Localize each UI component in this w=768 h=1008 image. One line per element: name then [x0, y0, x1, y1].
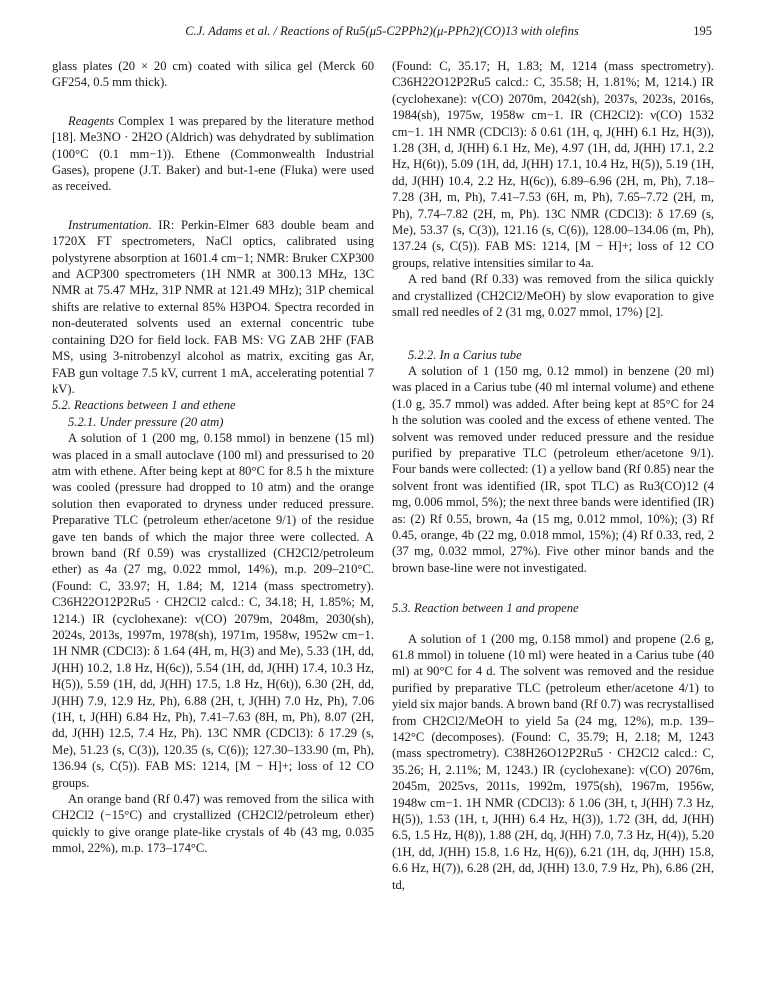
left-column [52, 58, 374, 857]
section-heading-5-2: 5.2. Reactions between 1 and ethene [52, 398, 236, 413]
paragraph-5-3: A solution of 1 (200 mg, 0.158 mmol) and propene (2.6 g, 61.8 mmol) in toluene (10 ml) were heated in a Carius tube (40 ml) at 90°C for 4 d. The solvent was removed and the residue purified by preparative TLC (petroleum ether/acetone 4/1) to yield six major bands. A brown band (Rf 0.7) was recrystallised from CH2Cl2/MeOH to yield 5a (24 mg, 12%), m.p. 139–142°C (decomposes). (Found: C, 35.79; H, 2.18; M, 1243 (mass spectrometry). C38H26O12P2Ru5 · CH2Cl2 calcd.: C, 35.26; H, 2.11%; M, 1243.) IR (cyclohexane): ν(CO) 2076m, 2045m, 2025vs, 2011s, 1992m, 1975(sh), 1967m, 1956w, 1948w cm−1. 1H NMR (CDCl3): δ 1.06 (3H, t, J(HH) 7.3 Hz, H(5)), 1.53 (1H, t, J(HH) 6.4 Hz, H(3)), 1.72 (3H, dd, J(HH) 6.5, 1.5 Hz, H(8)), 1.88 (2H, dq, J(HH) 7.0, 7.3 Hz, H(4)), 5.20 (1H, dd, J(HH) 15.8, 1.6 Hz, H(6)), 6.21 (1H, dq, J(HH) 15.8, 6.6 Hz, H(7)), 6.28 (2H, dd, J(HH) 13.0, 7.9 Hz, Ph), 6.86 (2H, td, [392, 631, 714, 892]
paragraph-plates: glass plates (20 × 20 cm) coated with silica gel (Merck 60 GF254, 0.5 mm thick). [52, 59, 374, 90]
paragraph-5-2-2: A solution of 1 (150 mg, 0.12 mmol) in benzene (20 ml) was placed in a Carius tube (40 ml internal volume) and ethene (1.0 g, 35.7 mmol) was added. After being kept at 85°C for 24 h the solution was cooled and the excess of ethene vented. The solvent was removed under reduced pressure and the residue purified by preparative TLC (petroleum ether/acetone 9/1). Four bands were collected: (1) a yellow band (Rf 0.85) near the solvent front was identified (IR, spot TLC) as Ru3(CO)12 (4 mg, 0.006 mmol, 5%); the next three bands were identified (IR) as: (2) Rf 0.55, brown, 4a (15 mg, 0.012 mmol, 10%); (3) Rf 0.45, orange, 4b (22 mg, 0.018 mmol, 15%); (4) Rf 0.33, red, 2 (37 mg, 0.032 mmol, 27%). Five other minor bands and the brown base-line were not investigated. [392, 363, 714, 575]
reagents-text: Complex 1 was prepared by the literature method [18]. Me3NO · 2H2O (Aldrich) was dehydrated by sublimation (100°C (0.1 mm−1)). Ethene (Commonwealth Industrial Gases), propene (J.T. Baker) and but-1-ene (Fluka) were used as received. [52, 113, 374, 194]
reagents-label: Reagents [68, 113, 115, 128]
running-header [52, 24, 712, 42]
paragraph-found: (Found: C, 35.17; H, 1.83; M, 1214 (mass spectrometry). C36H22O12P2Ru5 calcd.: C, 35.58; H, 1.81%; M, 1214.) IR (cyclohexane): ν(CO) 2070m, 2042(sh), 2037s, 2023s, 2016s, 1984(sh), 1975w, 1958w cm−1. IR (CH2Cl2): ν(CO) 1532 cm−1. 1H NMR (CDCl3): δ 0.61 (1H, q, J(HH) 6.1 Hz, H(3)), 1.28 (3H, d, J(HH) 6.1 Hz, Me), 4.97 (1H, dd, J(HH) 17.1, 2.2 Hz, H(6t)), 5.09 (1H, dd, J(HH) 17.1, 10.4 Hz, H(5)), 5.19 (1H, dd, J(HH) 10.4, 2.2 Hz, H(6c)), 6.89–6.96 (2H, m, Ph), 7.18–7.28 (3H, m, Ph), 7.41–7.53 (6H, m, Ph), 7.65–7.72 (2H, m, Ph), 7.74–7.82 (2H, m, Ph). 13C NMR (CDCl3): δ 17.69 (s, Me), 53.37 (s, C(3)), 121.16 (s, C(6)), 128.00–134.06 (m, Ph), 137.24 (s, C(5)). FAB MS: 1214, [M − H]+; loss of 12 CO groups, relative intensities similar to 4a. [392, 59, 714, 270]
paragraph-orange-band: An orange band (Rf 0.47) was removed from the silica with CH2Cl2 (−15°C) and crystallized (CH2Cl2/petroleum ether) quickly to give orange plate-like crystals of 4b (43 mg, 0.035 mmol, 22%), m.p. 173–174°C. [52, 792, 374, 856]
paragraph-reagents [52, 113, 374, 195]
subsection-heading-5-2-1: 5.2.1. Under pressure (20 atm) [68, 414, 224, 429]
running-title: C.J. Adams et al. / Reactions of Ru5(μ5-C2PPh2)(μ-PPh2)(CO)13 with olefins [185, 24, 579, 38]
subsection-heading-5-2-2: 5.2.2. In a Carius tube [408, 347, 522, 362]
instrumentation-label: Instrumentation [68, 217, 149, 232]
right-column [392, 58, 714, 893]
section-heading-5-3: 5.3. Reaction between 1 and propene [392, 601, 579, 616]
paragraph-instrumentation [52, 217, 374, 397]
page-number: 195 [693, 24, 712, 38]
instrumentation-text: . IR: Perkin-Elmer 683 double beam and 1720X FT spectrometers, NaCl optics, calibrated using polystyrene absorption at 1601.4 cm−1; NMR: Bruker CXP300 and ACP300 spectrometers (1H NMR at 300.13 MHz, 13C NMR at 75.47 MHz, 31P NMR at 121.49 MHz); 31P chemical shifts are relative to external 85% H3PO4. Spectra recorded in non-deuterated solvents used an external concentric tube containing D2O for field lock. FAB MS: VG ZAB 2HF (FAB MS, using 3-nitrobenzyl alcohol as matrix, exciting gas Ar, FAB gun voltage 7.5 kV, current 1 mA, accelerating potential 7 kV). [52, 217, 374, 396]
paragraph-red-band: A red band (Rf 0.33) was removed from the silica quickly and crystallized (CH2Cl2/MeOH) by slow evaporation to give small red needles of 2 (31 mg, 0.027 mmol, 17%) [2]. [392, 272, 714, 320]
paragraph-5-2-1: A solution of 1 (200 mg, 0.158 mmol) in benzene (15 ml) was placed in a small autoclave (100 ml) and pressurised to 20 atm with ethene. After being kept at 80°C for 8.5 h the mixture was cooled (pressure had dropped to 10 atm) and the orange solution then evaporated to dryness under reduced pressure. Preparative TLC (petroleum ether/acetone 9/1) of the residue gave ten bands of which the major three were collected. A brown band (Rf 0.59) was crystallized (CH2Cl2/petroleum ether) as 4a (27 mg, 0.022 mmol, 14%), m.p. 209–210°C. (Found: C, 33.97; H, 1.84; M, 1214 (mass spectrometry). C36H22O12P2Ru5 · CH2Cl2 calcd.: C, 34.18; H, 1.85%; M, 1214.) IR (cyclohexane): ν(CO) 2079m, 2048m, 2030(sh), 2024s, 2013s, 1997m, 1978(sh), 1971m, 1958w, 1952w cm−1. 1H NMR (CDCl3): δ 1.64 (4H, m, H(3) and Me), 5.33 (1H, dd, J(HH) 10.2, 1.8 Hz, H(6c)), 5.54 (1H, dd, J(HH) 17.4, 10.3 Hz, H(5)), 5.59 (1H, dd, J(HH) 17.5, 1.8 Hz, H(6t)), 6.30 (2H, dd, J(HH) 7.9, 12.9 Hz, Ph), 6.88 (2H, t, J(HH) 7.0 Hz, Ph), 7.06 (1H, t, J(HH) 6.84 Hz, Ph), 7.41–7.63 (8H, m, Ph), 8.07 (2H, dd, J(HH) 12.5, 7.4 Hz, Ph). 13C NMR (CDCl3): δ 17.29 (s, Me), 51.23 (s, C(3)), 120.35 (s, C(6)); 127.30–133.90 (m, Ph), 136.94 (s, C(5)). FAB MS: 1214, [M − H]+; loss of 12 CO groups. [52, 431, 374, 790]
